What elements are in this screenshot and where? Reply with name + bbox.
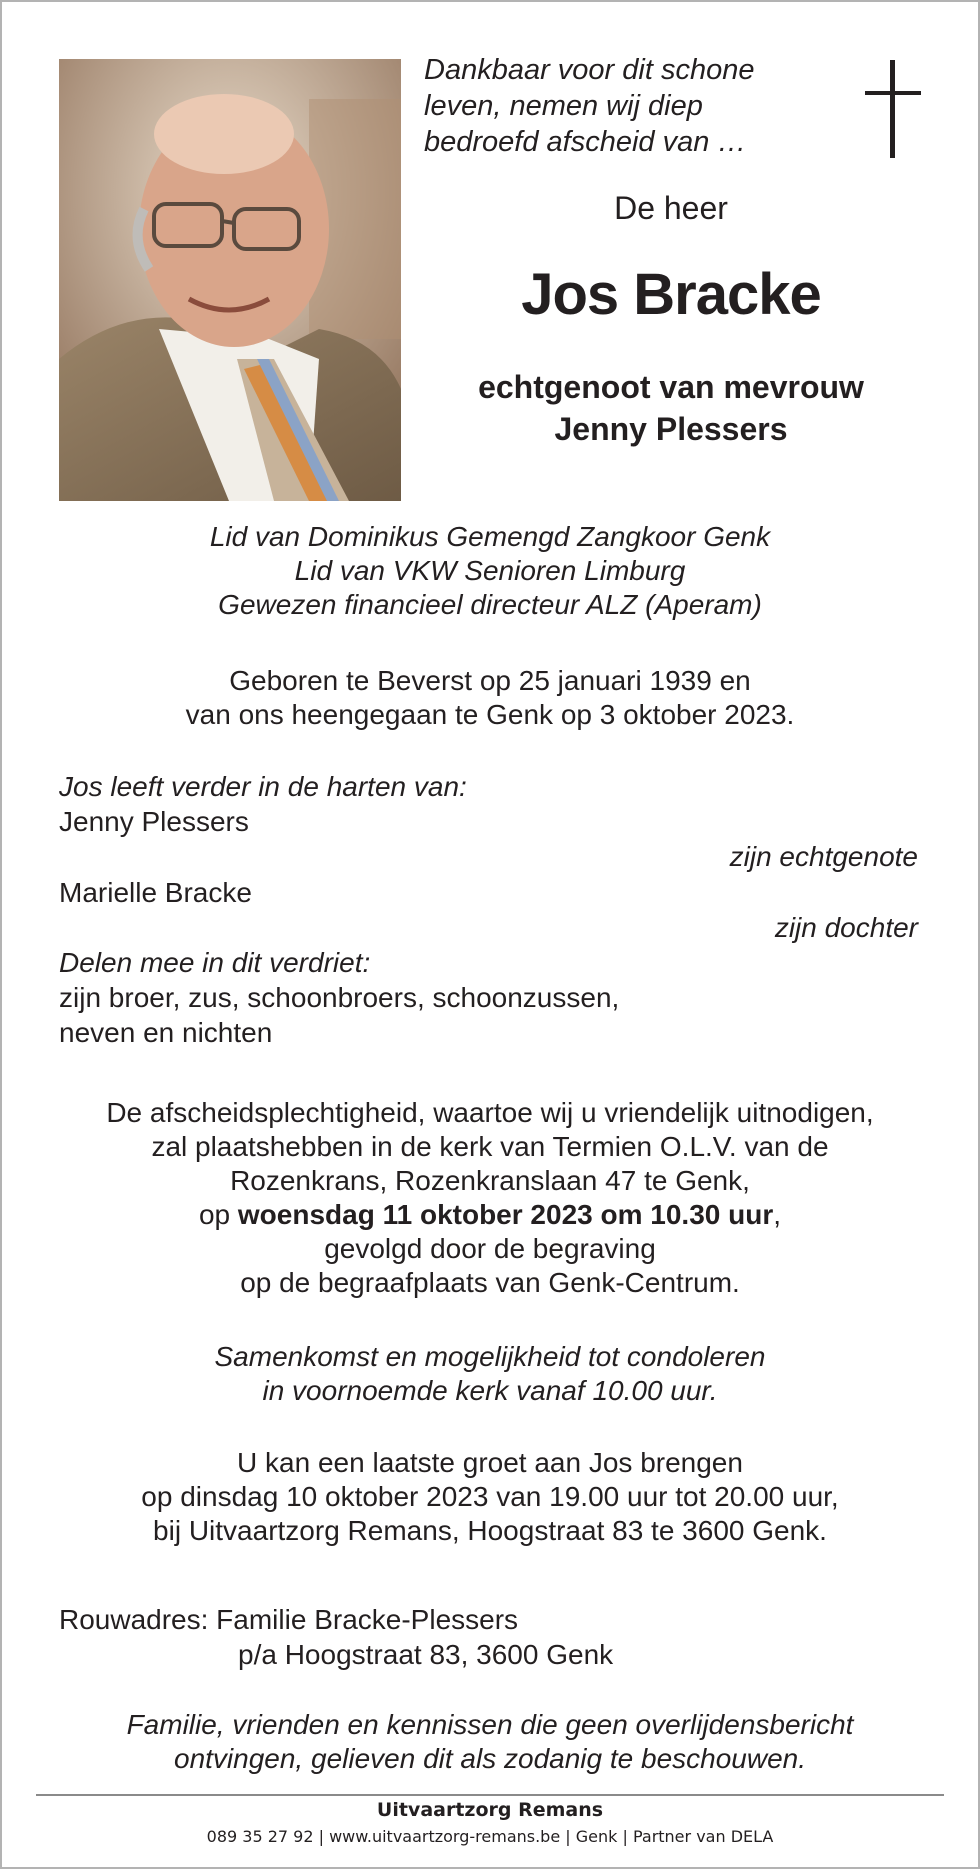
- date-suffix: ,: [773, 1199, 782, 1230]
- intro-line: leven, nemen wij diep: [424, 90, 703, 122]
- footer-contact: 089 35 27 92 | www.uitvaartzorg-remans.be | Genk | Partner van DELA: [206, 1827, 774, 1846]
- spouse-name: Jenny Plessers: [554, 411, 788, 447]
- survivors-heading: Jos leeft verder in de harten van:: [59, 771, 467, 802]
- ceremony-line: Rozenkrans, Rozenkranslaan 47 te Genk,: [230, 1165, 750, 1196]
- visitation-line: bij Uitvaartzorg Remans, Hoogstraat 83 te 3600 Genk.: [153, 1515, 827, 1546]
- ceremony-info: [0, 1096, 980, 1300]
- membership-line: Gewezen financieel directeur ALZ (Aperam): [218, 589, 762, 620]
- death-line: van ons heengegaan te Genk op 3 oktober 2023.: [185, 699, 795, 730]
- visitation: [0, 1446, 980, 1548]
- survivor-relation: zijn dochter: [774, 912, 918, 943]
- visitation-line: U kan een laatste groet aan Jos brengen: [237, 1447, 743, 1478]
- date-prefix: op: [198, 1199, 238, 1230]
- ceremony-line: zal plaatshebben in de kerk van Termien O.L.V. van de: [151, 1131, 829, 1162]
- mourning-address: Rouwadres: Familie Bracke-Plessers: [59, 1604, 519, 1635]
- ceremony-line: gevolgd door de begraving: [324, 1233, 656, 1264]
- birth-line: Geboren te Beverst op 25 januari 1939 en: [229, 665, 751, 696]
- portrait-photo: [59, 59, 401, 501]
- footer-divider: [36, 1794, 944, 1796]
- membership-line: Lid van VKW Senioren Limburg: [294, 555, 686, 586]
- condolence-line: Samenkomst en mogelijkheid tot condoleren: [214, 1341, 766, 1372]
- ceremony-line: op de begraafplaats van Genk-Centrum.: [240, 1267, 740, 1298]
- closing-line: Familie, vrienden en kennissen die geen overlijdensbericht: [126, 1709, 854, 1740]
- share-line: zijn broer, zus, schoonbroers, schoonzussen,: [59, 982, 620, 1013]
- condolences: [0, 1340, 980, 1408]
- survivor-name: Jenny Plessers: [59, 806, 249, 837]
- share-line: neven en nichten: [59, 1017, 273, 1048]
- footer-company: Uitvaartzorg Remans: [376, 1799, 604, 1821]
- spouse-line: [424, 366, 918, 450]
- visitation-line: op dinsdag 10 oktober 2023 van 19.00 uur tot 20.00 uur,: [141, 1481, 839, 1512]
- intro-line: bedroefd afscheid van …: [424, 126, 747, 158]
- intro-text: [424, 52, 844, 160]
- date-bold: woensdag 11 oktober 2023 om 10.30 uur: [237, 1199, 774, 1230]
- closing-note: [0, 1708, 980, 1776]
- spouse-relation: echtgenoot van mevrouw: [478, 369, 864, 405]
- survivor-relation: zijn echtgenote: [729, 841, 918, 872]
- deceased-name: Jos Bracke: [521, 262, 821, 327]
- salutation: De heer: [614, 190, 728, 226]
- latin-cross-icon: [865, 60, 921, 160]
- share-heading: Delen mee in dit verdriet:: [59, 947, 371, 978]
- membership-line: Lid van Dominikus Gemengd Zangkoor Genk: [209, 521, 771, 552]
- survivor-name: Marielle Bracke: [59, 877, 252, 908]
- mourning-address-line2: p/a Hoogstraat 83, 3600 Genk: [238, 1639, 614, 1670]
- closing-line: ontvingen, gelieven dit als zodanig te beschouwen.: [174, 1743, 806, 1774]
- birth-death: [0, 664, 980, 732]
- ceremony-line: De afscheidsplechtigheid, waartoe wij u vriendelijk uitnodigen,: [106, 1097, 874, 1128]
- condolence-line: in voornoemde kerk vanaf 10.00 uur.: [262, 1375, 718, 1406]
- ceremony-date: [0, 1198, 980, 1232]
- memberships: [0, 520, 980, 622]
- intro-line: Dankbaar voor dit schone: [424, 54, 755, 86]
